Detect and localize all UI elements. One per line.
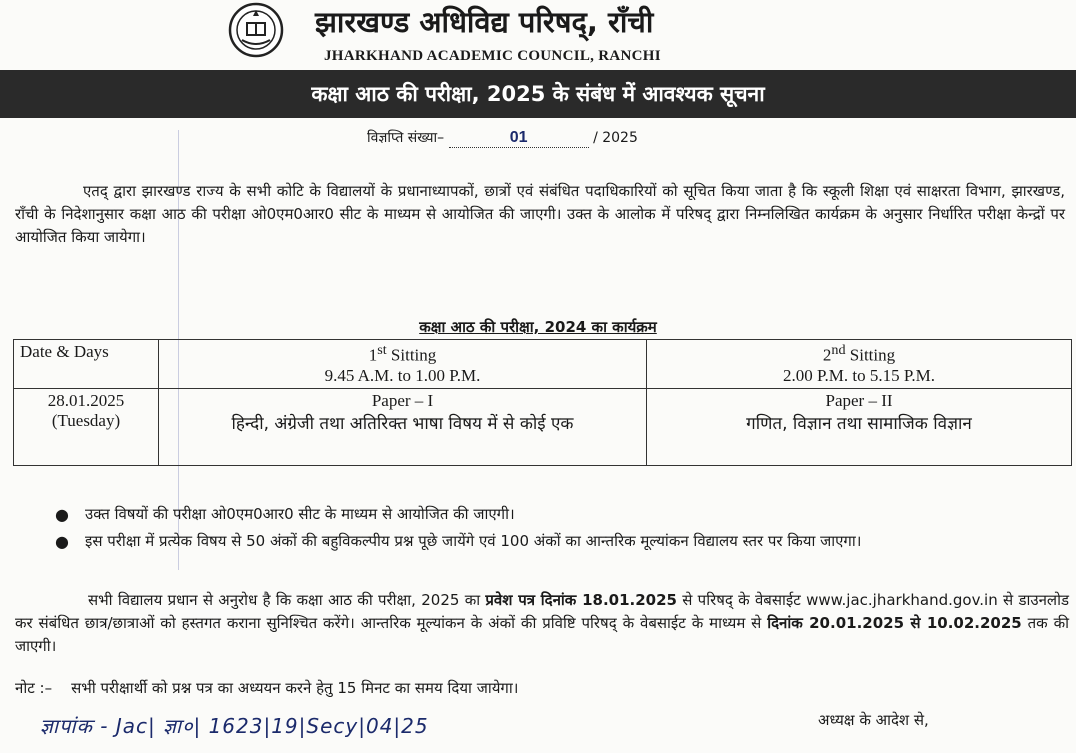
admit-card-paragraph: [15, 589, 1069, 658]
sitting-2-time: 2.00 P.M. to 5.15 P.M.: [782, 365, 936, 385]
paper-2-subjects: गणित, विज्ञान तथा सामाजिक विज्ञान: [746, 414, 972, 434]
list-item: [55, 503, 1067, 526]
bullet-icon: ●: [55, 505, 69, 524]
notice-number-label: विज्ञप्ति संख्या–: [367, 130, 445, 146]
schedule-title: कक्षा आठ की परीक्षा, 2024 का कार्यक्रम: [419, 318, 657, 336]
paper-1-subjects: हिन्दी, अंग्रेजी तथा अतिरिक्त भाषा विषय में से कोई एक: [231, 414, 574, 434]
paper-1-cell: [159, 389, 647, 466]
sitting-1-time: 9.45 A.M. to 1.00 P.M.: [324, 365, 481, 385]
note-text: सभी परीक्षार्थी को प्रश्न पत्र का अध्ययन करने हेतु 15 मिनट का समय दिया जायेगा।: [71, 679, 519, 697]
notice-number: [367, 128, 638, 148]
header-date-days: Date & Days: [14, 340, 159, 389]
sitting-2-label: 2nd Sitting: [822, 342, 896, 365]
note-line: [15, 678, 518, 698]
exam-day: (Tuesday): [51, 411, 121, 430]
bullet-text: इस परीक्षा में प्रत्येक विषय से 50 अंकों की बहुविकल्पीय प्रश्न पूछे जायेंगे एवं 100 अंकों का आन्तरिक मूल्यांकन विद्यालय स्तर पर किया जाएगा।: [85, 532, 862, 550]
notice-number-year: / 2025: [593, 130, 638, 146]
admit-card-date: प्रवेश पत्र दिनांक 18.01.2025: [485, 591, 677, 609]
bullet-list: [55, 503, 1067, 557]
exam-date-cell: [14, 389, 159, 466]
council-title-english: JHARKHAND ACADEMIC COUNCIL, RANCHI: [324, 48, 661, 64]
seal-icon: [228, 2, 284, 58]
marks-entry-dates: दिनांक 20.01.2025 से 10.02.2025: [767, 614, 1022, 632]
order-line: अध्यक्ष के आदेश से,: [818, 711, 929, 729]
bullet-icon: ●: [55, 532, 69, 551]
bullet-text: उक्त विषयों की परीक्षा ओ0एम0आर0 सीट के माध्यम से आयोजित की जाएगी।: [85, 505, 515, 523]
exam-date: 28.01.2025: [47, 391, 125, 410]
para2-part3: तक की जाएगी।: [15, 614, 1069, 655]
header-sitting-1: [159, 340, 647, 389]
notice-number-value: 01: [449, 129, 589, 148]
council-logo: [228, 2, 284, 58]
schedule-table: [13, 339, 1072, 466]
para2-part2: से परिषद् के वेबसाईट www.jac.jharkhand.gov.in से डाउनलोड कर संबंधित छात्र/छात्राओं को हस्तगत कराना सुनिश्चित करेंगे। आन्तरिक मूल्यांकन के अंकों की प्रविष्टि परिषद् के वेबसाईट के माध्यम से: [15, 591, 1069, 632]
table-row: [14, 389, 1072, 466]
list-item: [55, 530, 1067, 553]
note-label: नोट :–: [15, 679, 53, 697]
paper-2-cell: [647, 389, 1072, 466]
handwritten-reference: ज्ञापांक - Jac| ज्ञा०| 1623|19|Secy|04|25: [40, 714, 429, 738]
para2-part1: सभी विद्यालय प्रधान से अनुरोध है कि कक्षा आठ की परीक्षा, 2025 का: [88, 591, 486, 609]
header-sitting-2: [647, 340, 1072, 389]
council-title-hindi: झारखण्ड अधिविद्य परिषद्, राँची: [315, 5, 654, 39]
paper-2-label: Paper – II: [825, 391, 893, 410]
paper-1-label: Paper – I: [371, 391, 434, 410]
table-row: [14, 340, 1072, 389]
intro-paragraph: एतद् द्वारा झारखण्ड राज्य के सभी कोटि के विद्यालयों के प्रधानाध्यापकों, छात्रों एवं संबंधित पदाधिकारियों को सूचित किया जाता है कि स्कूली शिक्षा एवं साक्षरता विभाग, झारखण्ड, राँची के निदेशानुसार कक्षा आठ की परीक्षा ओ0एम0आर0 सीट के माध्यम से आयोजित की जाएगी। उक्त के आलोक में परिषद् द्वारा निम्नलिखित कार्यक्रम के अनुसार निर्धारित परीक्षा केन्द्रों पर आयोजित किया जायेगा।: [15, 182, 1065, 246]
sitting-1-label: 1st Sitting: [368, 342, 437, 365]
notice-banner-text: कक्षा आठ की परीक्षा, 2025 के संबंध में आवश्यक सूचना: [311, 82, 765, 106]
